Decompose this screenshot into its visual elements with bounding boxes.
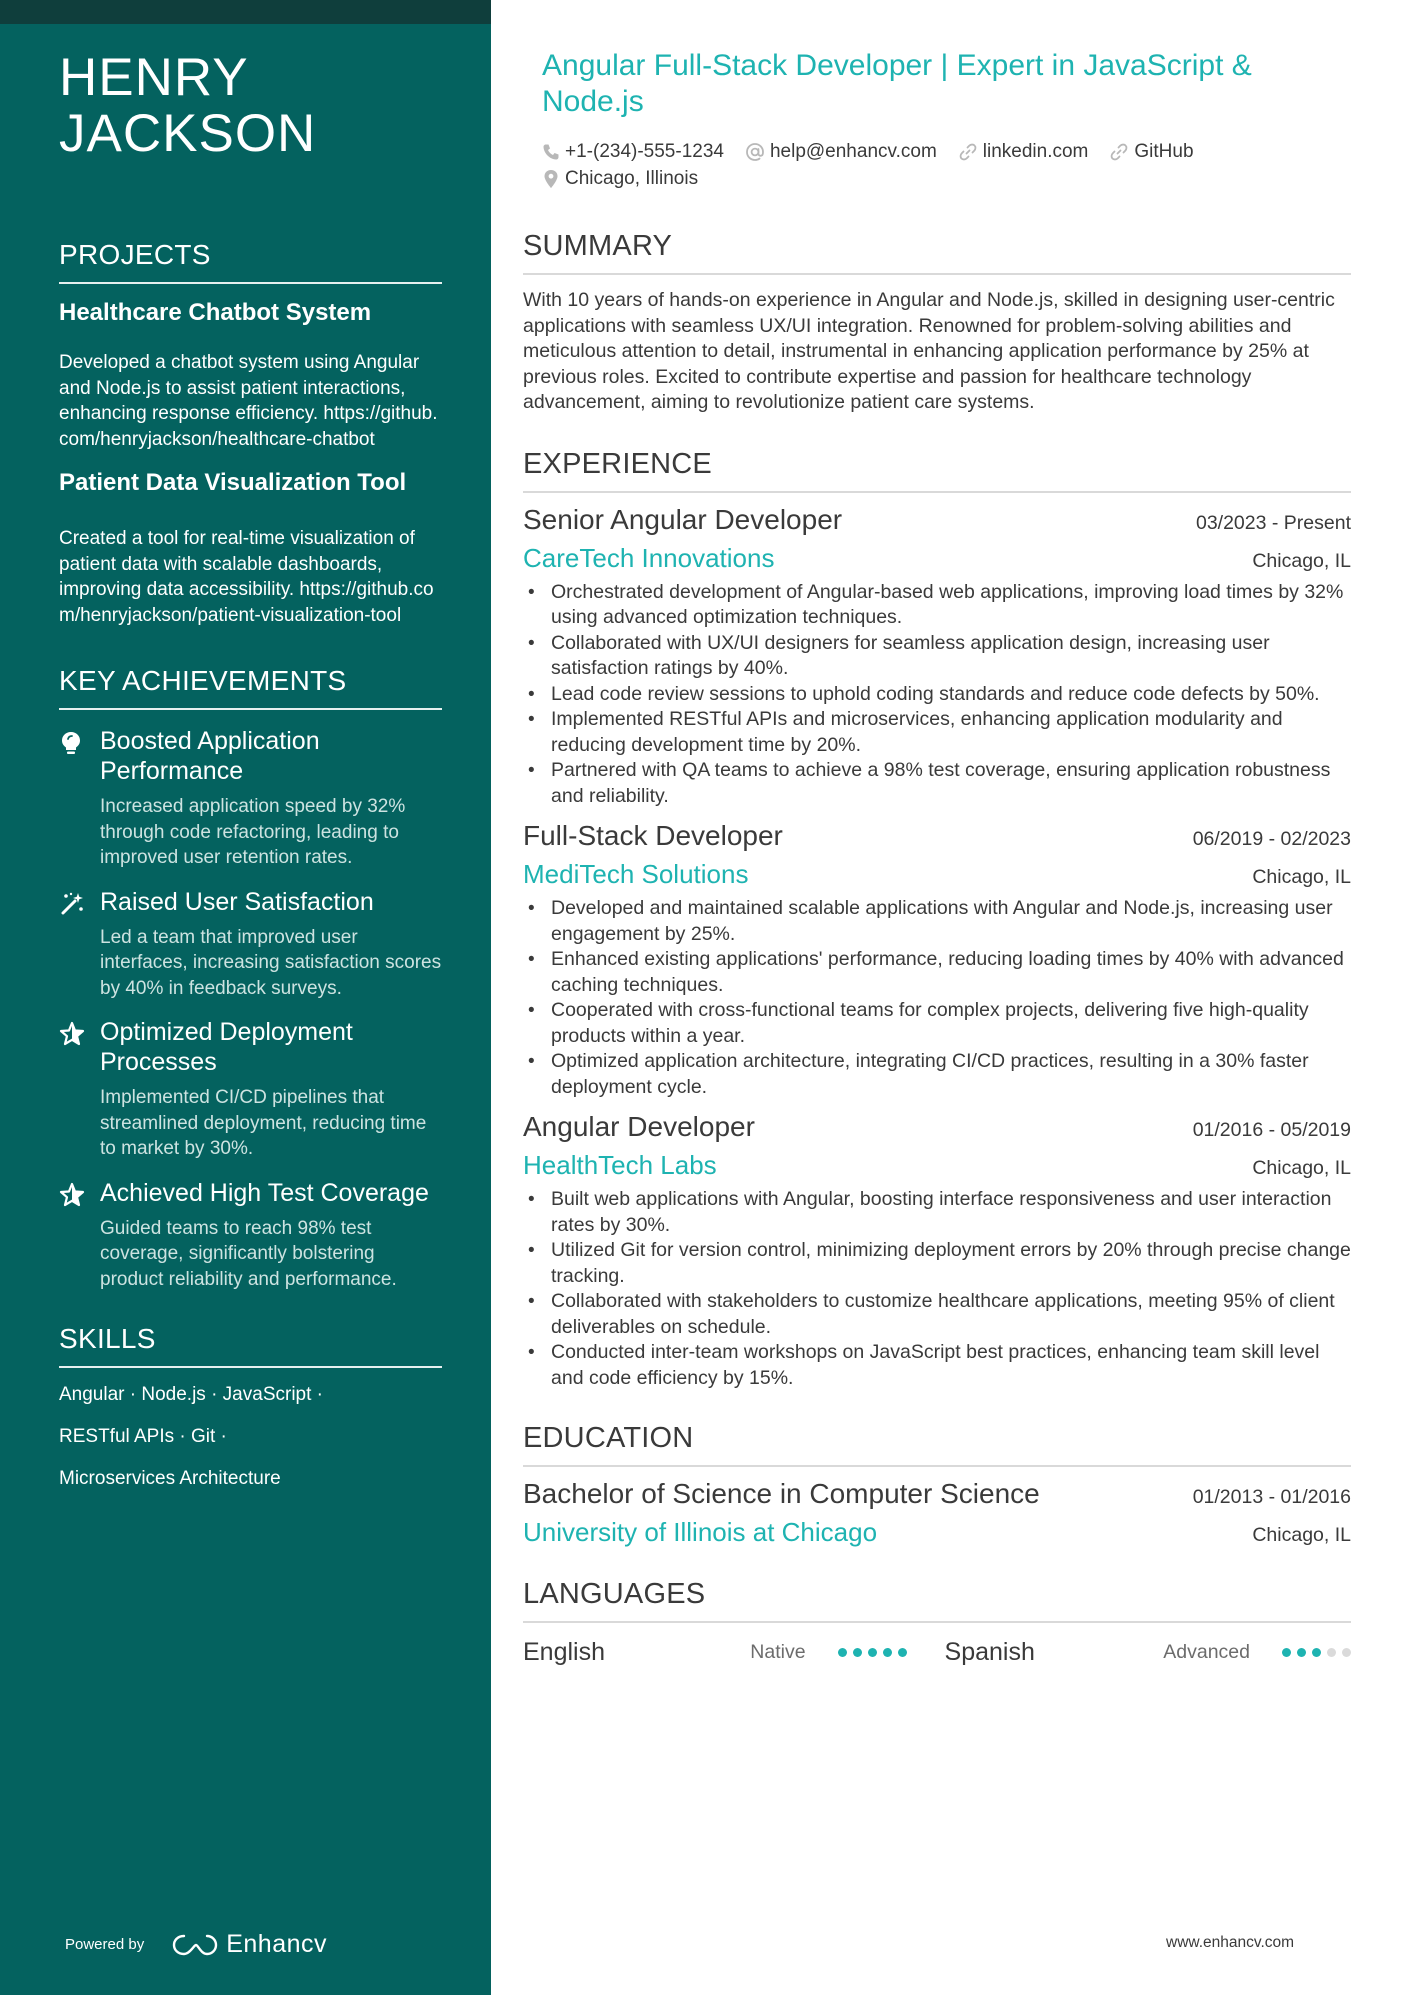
languages-heading: LANGUAGES (523, 1577, 1351, 1623)
job-bullet: • Conducted inter-team workshops on JavaScript best practices, enhancing team skill level and code efficiency by 15%. (523, 1340, 1351, 1391)
job-title: Senior Angular Developer (523, 503, 843, 535)
contact-github[interactable] (1109, 141, 1193, 163)
projects-heading: PROJECTS (59, 238, 442, 284)
job-dates: 03/2023 - Present (1195, 511, 1351, 534)
rating-dot (883, 1648, 892, 1657)
job-bullet: • Enhanced existing applications' performance, reducing loading times by 40% with advanced caching techniques. (523, 947, 1351, 998)
job-bullet: • Built web applications with Angular, boosting interface responsiveness and user interaction rates by 30%. (523, 1187, 1351, 1238)
job-company: HealthTech Labs (523, 1150, 717, 1180)
education-dates: 01/2013 - 01/2016 (1192, 1486, 1351, 1508)
projects-section (59, 238, 442, 628)
languages-section (523, 1577, 1351, 1667)
enhancv-brand: Enhancv (226, 1930, 328, 1958)
job-bullet: • Collaborated with UX/UI designers for seamless application design, increasing user satisfaction ratings by 40%. (523, 631, 1351, 682)
phone-text: +1-(234)-555-1234 (565, 140, 724, 162)
education-entry (523, 1477, 1351, 1547)
job-dates: 06/2019 - 02/2023 (1192, 828, 1351, 850)
at-icon (745, 142, 765, 162)
skills-line: Microservices Architecture (59, 1468, 281, 1489)
job-dates: 01/2016 - 05/2019 (1192, 1119, 1351, 1141)
main-content (523, 48, 1351, 1667)
skills-line: RESTful APIs · Git · (59, 1426, 227, 1447)
job-entry (523, 1110, 1351, 1391)
achievements-section (59, 664, 442, 1292)
language-name: English (523, 1637, 605, 1666)
rating-dot (1342, 1648, 1351, 1657)
job-bullet: • Cooperated with cross-functional teams for complex projects, delivering five high-quality products within a year. (523, 998, 1351, 1049)
degree: Bachelor of Science in Computer Science (523, 1478, 1040, 1509)
job-bullets (523, 580, 1351, 810)
powered-by (65, 1930, 327, 1959)
language-level: Advanced (1163, 1640, 1250, 1663)
powered-by-label: Powered by (65, 1936, 145, 1953)
github-text: GitHub (1134, 140, 1194, 162)
project-description: Developed a chatbot system using Angular and Node.js to assist patient interactions, enhancing response efficiency. (59, 352, 420, 424)
project-link[interactable]: https://github.com/henryjackson/healthcare-chatbot (59, 403, 438, 450)
job-bullets (523, 896, 1351, 1100)
job-entry (523, 503, 1351, 810)
lightbulb-icon (59, 730, 85, 756)
achievement-item (59, 1178, 442, 1293)
rating-dot (853, 1648, 862, 1657)
contact-email[interactable] (745, 141, 937, 163)
job-title: Angular Developer (523, 1111, 755, 1142)
skills-section (59, 1322, 442, 1500)
rating-dot (898, 1648, 907, 1657)
job-location: Chicago, IL (1252, 549, 1351, 572)
location-pin-icon (542, 169, 560, 189)
job-location: Chicago, IL (1252, 866, 1351, 888)
achievement-item (59, 726, 442, 871)
school: University of Illinois at Chicago (523, 1517, 878, 1547)
candidate-name: HENRY JACKSON (59, 48, 317, 163)
experience-heading: EXPERIENCE (523, 447, 1351, 493)
job-bullet: • Implemented RESTful APIs and microservices, enhancing application modularity and reducing development time by 20%. (523, 707, 1351, 758)
rating-dot (1297, 1648, 1306, 1657)
star-icon (59, 1182, 85, 1208)
job-bullets (523, 1187, 1351, 1391)
job-company: MediTech Solutions (523, 859, 749, 889)
achievement-title: Boosted Application Performance (100, 727, 320, 785)
language-item (523, 1638, 926, 1667)
contact-linkedin[interactable] (958, 141, 1089, 163)
achievement-title: Achieved High Test Coverage (100, 1178, 429, 1207)
education-section (523, 1421, 1351, 1547)
project-title: Healthcare Chatbot System (59, 299, 372, 326)
rating-dot (1282, 1648, 1291, 1657)
rating-dot (1312, 1648, 1321, 1657)
job-bullet: • Collaborated with stakeholders to customize healthcare applications, meeting 95% of client deliverables on schedule. (523, 1289, 1351, 1340)
enhancv-logo[interactable] (172, 1930, 327, 1959)
job-bullet: • Utilized Git for version control, minimizing deployment errors by 20% through precise change tracking. (523, 1238, 1351, 1289)
experience-section (523, 447, 1351, 1392)
headline: Angular Full-Stack Developer | Expert in JavaScript & Node.js (542, 49, 1252, 118)
project-link[interactable]: https://github.com/henryjackson/patient-visualization-tool (59, 579, 434, 626)
job-title: Full-Stack Developer (523, 820, 783, 851)
language-rating (1276, 1648, 1351, 1657)
sidebar (0, 0, 491, 1995)
job-bullet: • Lead code review sessions to uphold coding standards and reduce code defects by 50%. (523, 682, 1351, 708)
language-item (945, 1638, 1351, 1667)
job-bullet: • Orchestrated development of Angular-based web applications, improving load times by 32% using advanced optimization techniques. (523, 580, 1351, 631)
job-bullet: • Optimized application architecture, integrating CI/CD practices, resulting in a 30% faster deployment cycle. (523, 1049, 1351, 1100)
language-name: Spanish (944, 1637, 1035, 1666)
linkedin-text: linkedin.com (982, 140, 1089, 162)
location-text: Chicago, Illinois (565, 167, 699, 189)
job-location: Chicago, IL (1252, 1157, 1351, 1179)
summary-section (523, 229, 1351, 416)
contact-info (523, 138, 1351, 192)
achievement-item (59, 887, 442, 1002)
sidebar-top-bar (0, 0, 491, 24)
project-description: Created a tool for real-time visualization of patient data with scalable dashboards, improving data accessibility. (59, 528, 415, 600)
contact-phone[interactable] (542, 141, 724, 163)
rating-dot (1327, 1648, 1336, 1657)
contact-location (542, 168, 698, 190)
language-level: Native (750, 1640, 806, 1663)
achievement-title: Optimized Deployment Processes (100, 1018, 353, 1076)
skills-line: Angular · Node.js · JavaScript · (59, 1384, 323, 1405)
language-rating (832, 1648, 907, 1657)
link-icon (958, 142, 978, 162)
phone-icon (542, 143, 560, 161)
link-icon (1109, 142, 1129, 162)
achievements-heading: KEY ACHIEVEMENTS (59, 664, 442, 710)
enhancv-logo-icon (172, 1933, 218, 1957)
achievement-item (59, 1017, 442, 1162)
languages-row (523, 1637, 1351, 1667)
summary-heading: SUMMARY (523, 229, 1351, 275)
job-entry (523, 819, 1351, 1100)
wand-sparkle-icon (59, 891, 85, 917)
footer-url[interactable]: www.enhancv.com (1166, 1934, 1295, 1951)
star-icon (59, 1021, 85, 1047)
job-bullet: • Partnered with QA teams to achieve a 98% test coverage, ensuring application robustness and reliability. (523, 758, 1351, 809)
rating-dot (868, 1648, 877, 1657)
summary-text: With 10 years of hands-on experience in Angular and Node.js, skilled in designing user-centric applications with seamless UX/UI integration. Renowned for problem-solving abilities and meticulous attention to detail, instrumental in enhancing application performance by 25% at previous roles. Excited to contribute expertise and passion for healthcare technology advancement, aiming to revolutionize patient care systems. (523, 289, 1335, 413)
achievement-description: Implemented CI/CD pipelines that streamlined deployment, reducing time to market by 30%. (100, 1087, 427, 1159)
achievement-description: Led a team that improved user interfaces, increasing satisfaction scores by 40% in feedback surveys. (100, 926, 442, 999)
education-heading: EDUCATION (523, 1421, 1351, 1467)
education-location: Chicago, IL (1252, 1524, 1351, 1546)
achievement-description: Guided teams to reach 98% test coverage, significantly bolstering product reliability and performance. (100, 1217, 397, 1290)
project-item (59, 298, 442, 452)
rating-dot (838, 1648, 847, 1657)
job-company: CareTech Innovations (523, 542, 775, 573)
skills-heading: SKILLS (59, 1322, 442, 1368)
job-bullet: • Developed and maintained scalable applications with Angular and Node.js, increasing user engagement by 25%. (523, 896, 1351, 947)
achievement-description: Increased application speed by 32% through code refactoring, leading to improved user retention rates. (100, 796, 406, 868)
project-title: Patient Data Visualization Tool (59, 469, 407, 496)
project-item (59, 468, 442, 628)
achievement-title: Raised User Satisfaction (100, 887, 374, 916)
email-text: help@enhancv.com (769, 140, 937, 162)
